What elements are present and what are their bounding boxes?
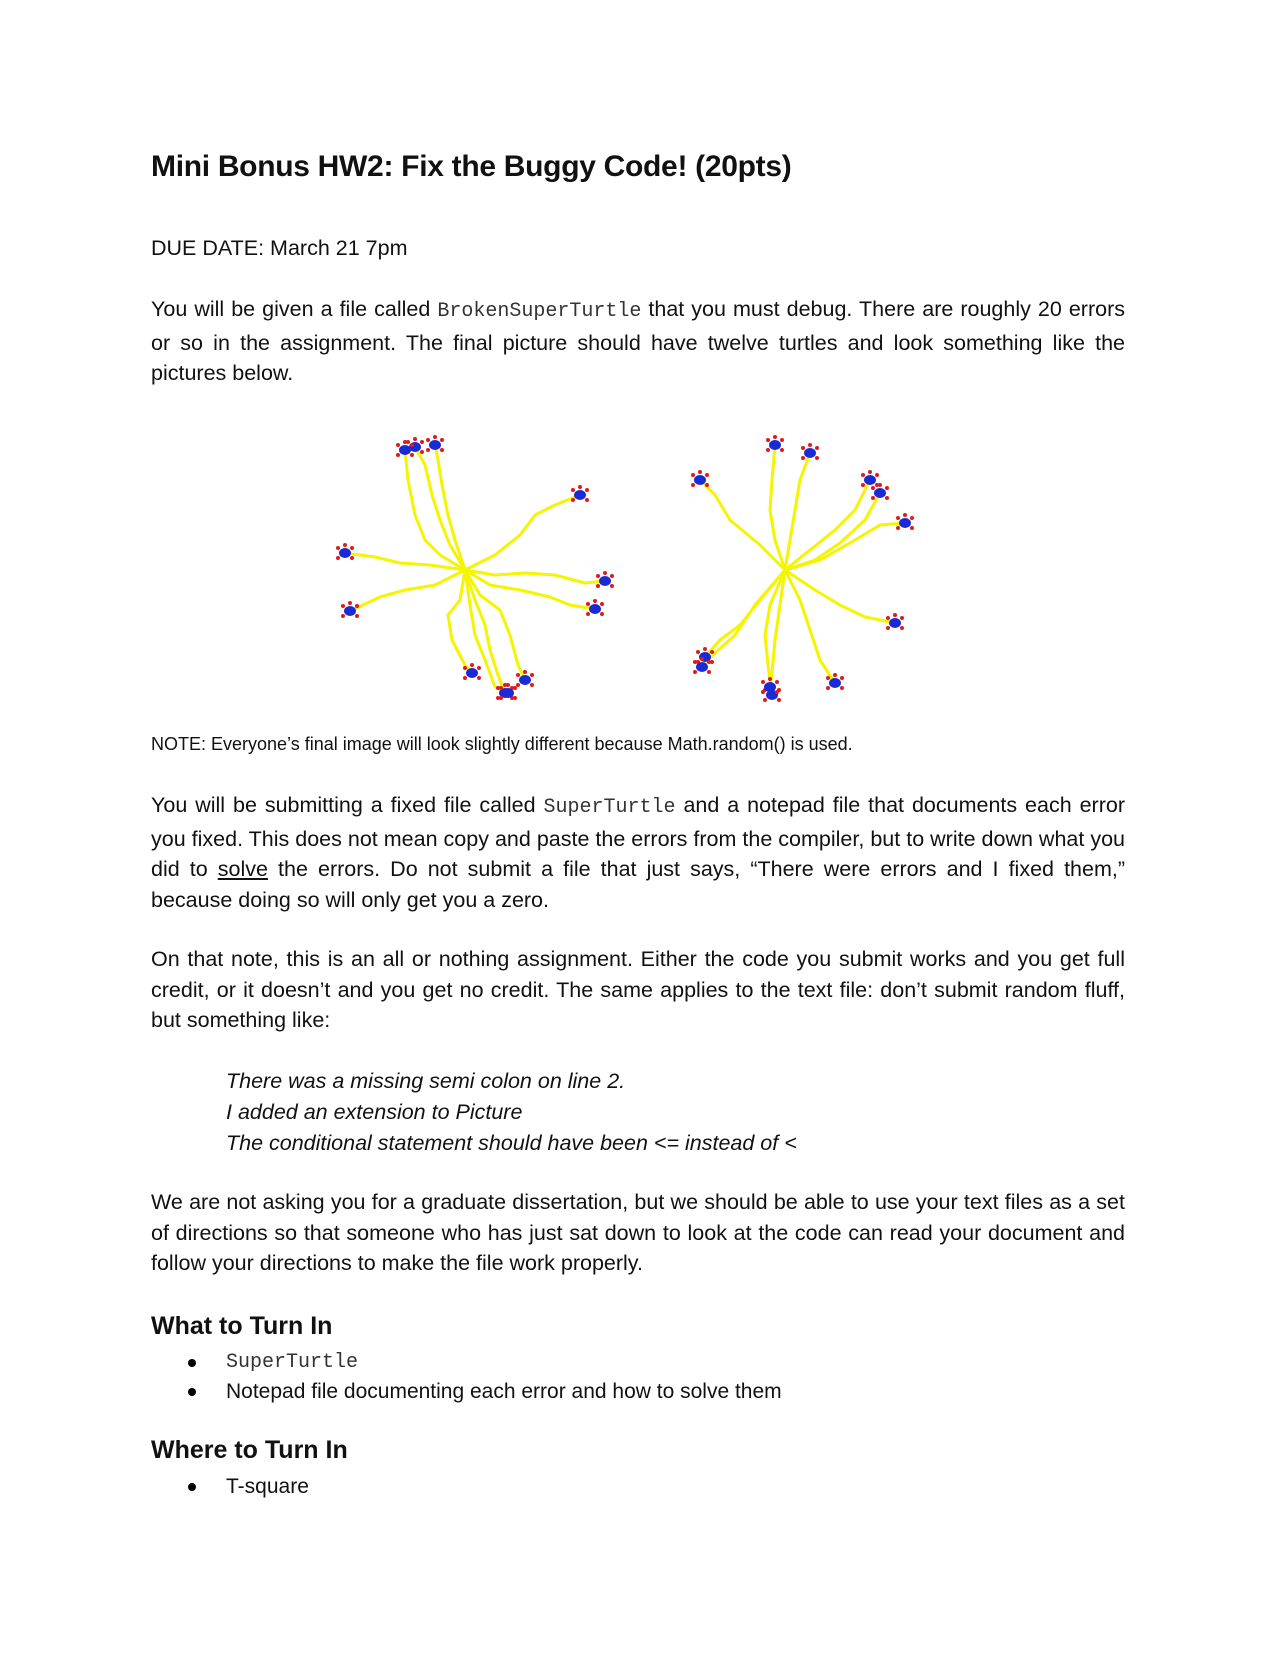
page-title: Mini Bonus HW2: Fix the Buggy Code! (20pts) [151,150,792,183]
where-item-1 [188,1475,309,1499]
directions-paragraph: We are not asking you for a graduate dissertation, but we should be able to use your text files as a set of directions so that someone who has just sat down to look at the code can read your document and follow your directions to make the file work properly. [151,1190,1125,1275]
turtle-path [465,495,580,570]
submit-paragraph [151,790,1125,915]
turn-in-item-label: Notepad file documenting each error and how to solve them [226,1380,782,1403]
turtle-icon [761,677,779,694]
turn-in-item-1 [188,1351,358,1374]
bullet-icon [188,1483,196,1491]
broken-super-turtle-code: BrokenSuperTurtle [437,300,642,323]
all-or-nothing-paragraph: On that note, this is an all or nothing assignment. Either the code you submit works and you get full credit, or it doesn’t and you get no credit. The same applies to the text file: don’t submit random fluff, but something like: [151,947,1125,1032]
note-text: NOTE: Everyone’s final image will look slightly different because Math.random() is used. [151,734,853,754]
turtle-icon [861,470,879,487]
where-to-turn-in-heading: Where to Turn In [151,1436,348,1464]
turtle-pictures [320,425,940,725]
turtle-path [770,445,785,570]
turtle-path [405,450,465,570]
submit-text-1: You will be submitting a fixed file called [151,793,544,817]
what-to-turn-in-heading: What to Turn In [151,1312,333,1340]
example-line-1: There was a missing semi colon on line 2. [226,1069,626,1093]
intro-text-2: that you must debug. There are roughly 20 errors or so in the assignment. The final picture should have twelve turtles and look something like the pictures below. [151,297,1125,385]
turn-in-item-label: SuperTurtle [226,1351,359,1374]
example-line-3: The conditional statement should have been <= instead of < [226,1131,797,1155]
due-date: DUE DATE: March 21 7pm [151,236,408,260]
turtle-icon [516,670,534,687]
intro-paragraph [151,294,1125,389]
turn-in-item-2 [188,1380,782,1404]
turtle-icon [426,435,444,452]
example-line-2: I added an extension to Picture [226,1100,523,1124]
super-turtle-code: SuperTurtle [543,796,676,819]
bullet-icon [188,1388,196,1396]
submit-text-2: and a notepad file that documents each error you fixed. This does not mean copy and paste the errors from the compiler, but to write down what you did to [151,793,1125,881]
turtles [336,435,914,702]
turtle-icon [571,485,589,502]
turtle-icon [896,513,914,530]
solve-underlined: solve [217,857,268,881]
bullet-icon [188,1359,196,1367]
turtle-path [350,570,465,611]
turtle-path [465,570,595,609]
intro-text-1: You will be given a file called [151,297,438,321]
where-item-label: T-square [226,1475,309,1498]
turtle-paths [345,445,905,695]
turtle-icon [596,571,614,588]
turtle-icon [801,443,819,460]
turtle-icon [871,483,889,500]
turtle-icon [336,543,354,560]
turtle-path [785,570,895,623]
turtle-icon [766,435,784,452]
submit-text-3: the errors. Do not submit a file that just says, “There were errors and I fixed them,” because doing so will only get you a zero. [151,857,1125,912]
turtle-path [345,553,465,570]
turtle-icon [691,470,709,487]
turtle-path [435,445,465,570]
